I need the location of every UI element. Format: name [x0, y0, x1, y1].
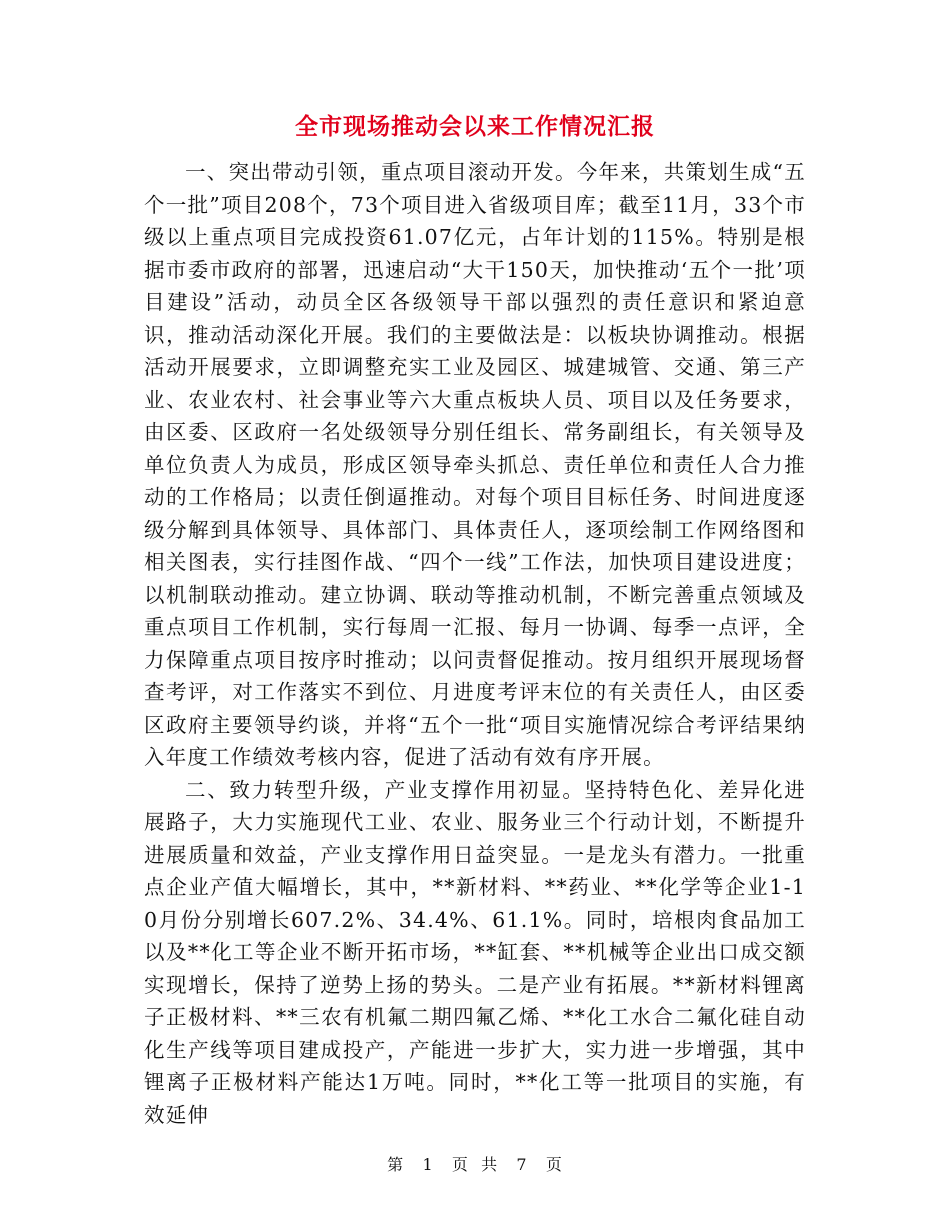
paragraph-1: 一、突出带动引领，重点项目滚动开发。今年来，共策划生成“五个一批”项目208个，73个项目进入省级项目库；截至11月，33个市级以上重点项目完成投资61.07亿元，占年计划的115%。特别是根据市委市政府的部署，迅速启动“大干150天，加快推动‘五个一批’项目建设”活动，动员全区各级领导干部以强烈的责任意识和紧迫意识，推动活动深化开展。我们的主要做法是：以板块协调推动。根据活动开展要求，立即调整充实工业及园区、城建城管、交通、第三产业、农业农村、社会事业等六大重点板块人员、项目以及任务要求，由区委、区政府一名处级领导分别任组长、常务副组长，有关领导及单位负责人为成员，形成区领导牵头抓总、责任单位和责任人合力推动的工作格局；以责任倒逼推动。对每个项目目标任务、时间进度逐级分解到具体领导、具体部门、具体责任人，逐项绘制工作网络图和相关图表，实行挂图作战、“四个一线”工作法，加快项目建设进度；以机制联动推动。建立协调、联动等推动机制，不断完善重点领域及重点项目工作机制，实行每周一汇报、每月一协调、每季一点评，全力保障重点项目按序时推动；以问责督促推动。按月组织开展现场督查考评，对工作落实不到位、月进度考评末位的有关责任人，由区委区政府主要领导约谈，并将“五个一批“项目实施情况综合考评结果纳入年度工作绩效考核内容，促进了活动有效有序开展。	[144, 160, 806, 769]
footer-page-number: 1	[422, 1155, 434, 1174]
document-body	[144, 156, 806, 1131]
page-footer	[0, 1152, 950, 1175]
footer-page-total: 7	[516, 1155, 528, 1174]
footer-page-suffix: 页	[545, 1155, 563, 1174]
footer-page-mid: 页 共	[451, 1155, 499, 1174]
footer-page-prefix: 第	[387, 1155, 405, 1174]
document-title: 全市现场推动会以来工作情况汇报	[295, 113, 655, 140]
paragraph-2: 二、致力转型升级，产业支撑作用初显。坚持特色化、差异化进展路子，大力实施现代工业、农业、服务业三个行动计划，不断提升进展质量和效益，产业支撑作用日益突显。一是龙头有潜力。一批重点企业产值大幅增长，其中，**新材料、**药业、**化学等企业1-10月份分别增长607.2%、34.4%、61.1%。同时，培根肉食品加工以及**化工等企业不断开拓市场，**缸套、**机械等企业出口成交额实现增长，保持了逆势上扬的势头。二是产业有拓展。**新材料锂离子正极材料、**三农有机氟二期四氟乙烯、**化工水合二氟化硅自动化生产线等项目建成投产，产能进一步扩大，实力进一步增强，其中锂离子正极材料产能达1万吨。同时，**化工等一批项目的实施，有效延伸	[144, 777, 806, 1127]
